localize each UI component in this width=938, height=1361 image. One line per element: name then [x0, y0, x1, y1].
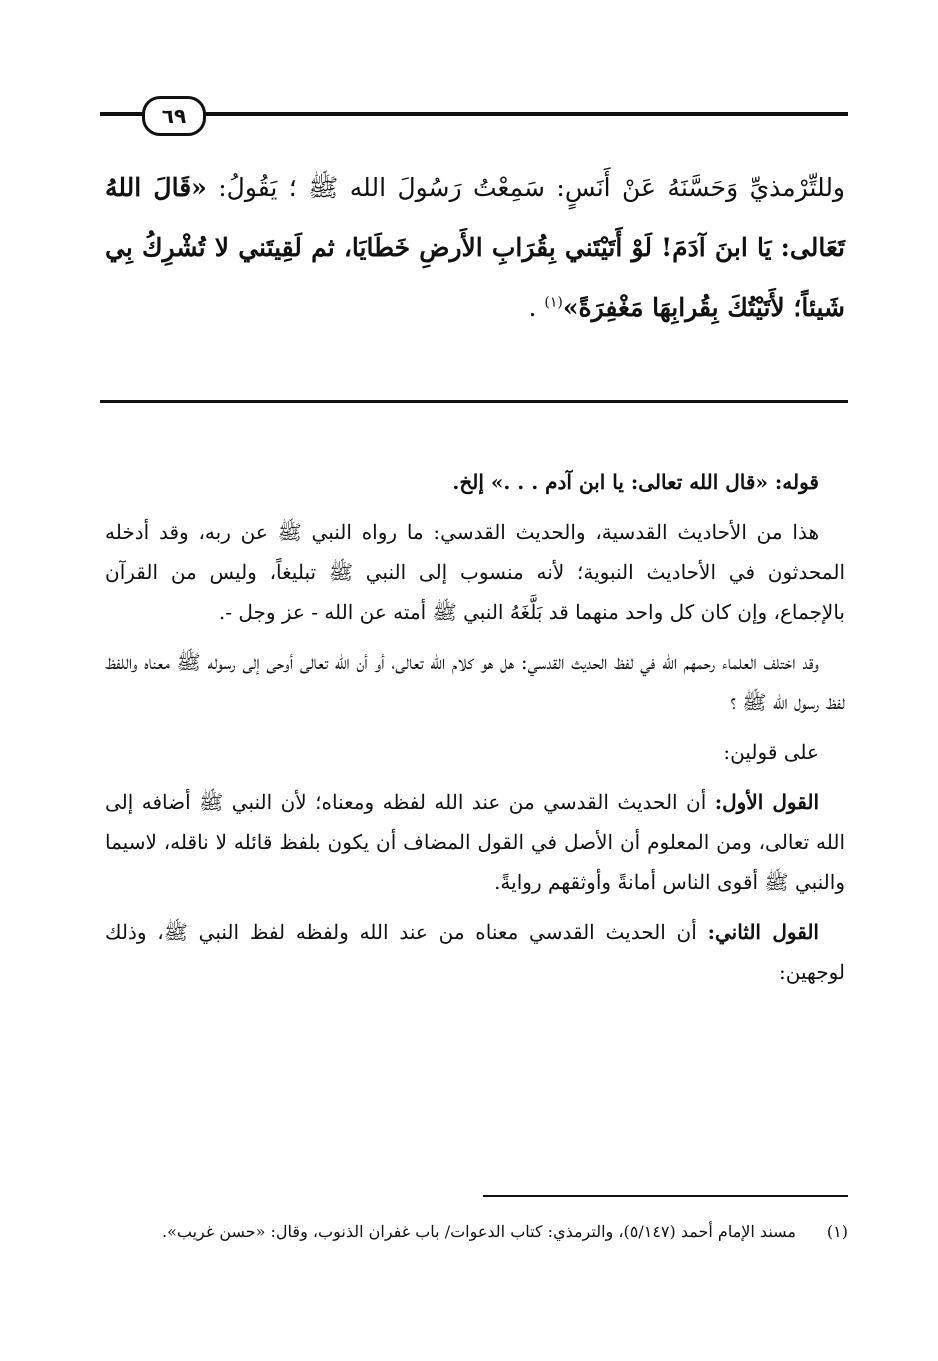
hadith-block	[105, 158, 845, 338]
section-divider	[100, 400, 848, 403]
paragraph-disagreement: وقد اختلف العلماء رحمهم الله في لفظ الحديث القدسي: هل هو كلام الله تعالى، أو أن الله تعالى أوحى إلى رسوله ﷺ معناه واللفظ لفظ رسول الله ﷺ ؟	[105, 650, 845, 714]
hadith-quote: «قَالَ اللهُ تَعَالى: يَا ابنَ آدَمَ! لَوْ أَتَيْتَني بِقُرَابِ الأَرضِ خَطَايَا، ثم لَقِيتَني لا تُشْرِكُ بِي شَيئاً؛ لأَتَيْتُكَ بِقُرابِهَا مَغْفِرَةً»	[105, 173, 845, 322]
paragraph-two-opinions: على قولين:	[723, 740, 819, 764]
header-rule	[100, 112, 848, 116]
first-opinion-label: القول الأول:	[714, 790, 819, 814]
footnote-number: (١)	[826, 1222, 848, 1241]
footnote-text: مسند الإمام أحمد (٥/١٤٧)، والترمذي: كتاب الدعوات/ باب غفران الذنوب، وقال: «حسن غريب».	[162, 1222, 796, 1241]
footnote-ref[interactable]: (١)	[544, 294, 563, 311]
footnote-rule	[483, 1195, 848, 1197]
second-opinion-label: القول الثاني:	[707, 920, 819, 944]
commentary-heading-text: قوله: «قال الله تعالى: يا ابن آدم . . .» إلخ.	[452, 470, 819, 494]
hadith-intro: وللتِّرْمذيِّ وَحَسَّنَهُ عَنْ أَنَسٍ: سَمِعْتُ رَسُولَ الله ﷺ ؛ يَقُولُ:	[218, 173, 846, 202]
paragraph-second-opinion	[105, 912, 845, 992]
footnote	[100, 1216, 848, 1248]
page-number: ٦٩	[142, 96, 206, 136]
second-opinion-text: أن الحديث القدسي معناه من عند الله ولفظه لفظ النبي ﷺ، وذلك لوجهين:	[105, 920, 845, 984]
commentary-heading	[105, 462, 845, 502]
commentary-block	[105, 462, 845, 1002]
paragraph-definition: هذا من الأحاديث القدسية، والحديث القدسي: ما رواه النبي ﷺ عن ربه، وقد أدخله المحدثون في الأحاديث النبوية؛ لأنه منسوب إلى النبي ﷺ تبليغاً، وليس من القرآن بالإجماع، وإن كان كل واحد منهما قد بَلَّغَهُ النبي ﷺ أمته عن الله - عز وجل -.	[105, 520, 845, 624]
first-opinion-text: أن الحديث القدسي من عند الله لفظه ومعناه؛ لأن النبي ﷺ أضافه إلى الله تعالى، ومن المعلوم أن الأصل في القول المضاف أن يكون بلفظ قائله لا ناقله، لاسيما والنبي ﷺ أقوى الناس أمانةً وأوثقهم روايةً.	[105, 790, 845, 894]
hadith-end: .	[528, 293, 545, 322]
paragraph-first-opinion	[105, 782, 845, 902]
